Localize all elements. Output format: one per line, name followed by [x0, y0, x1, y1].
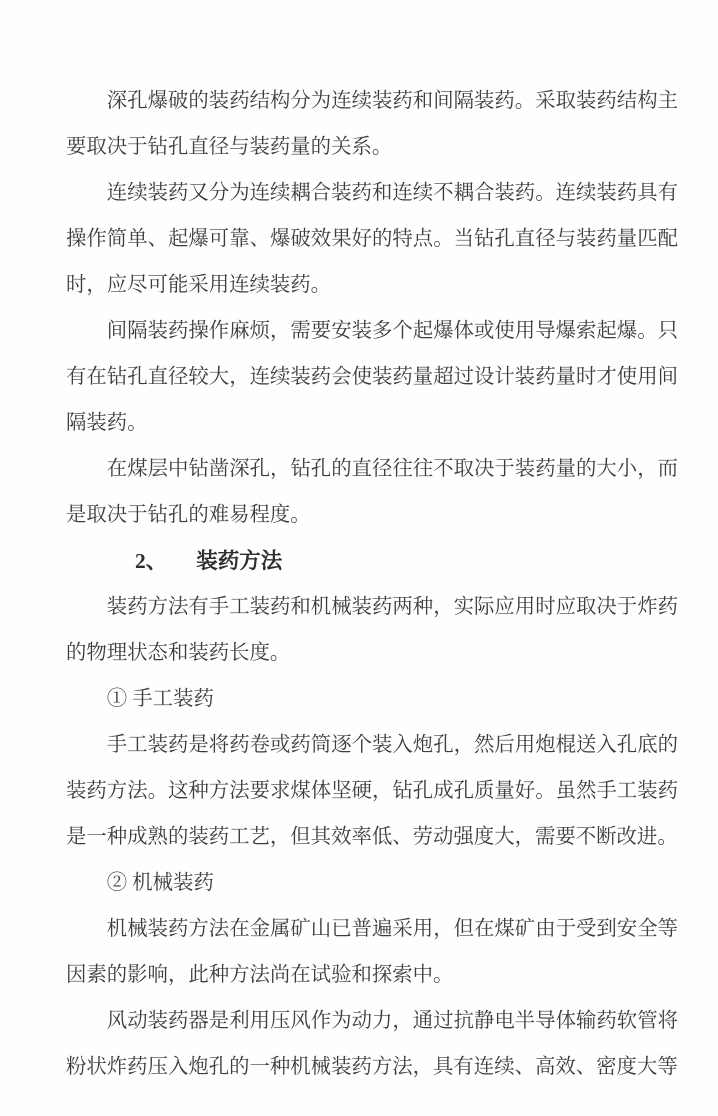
- item-heading: ② 机械装药: [106, 872, 214, 894]
- paragraph: 连续装药又分为连续耦合装药和连续不耦合装药。连续装药具有操作简单、起爆可靠、爆破效果好的特点。当钻孔直径与装药量匹配时，应尽可能采用连续装药。: [66, 182, 678, 296]
- section-heading: [66, 538, 678, 584]
- paragraph: 在煤层中钻凿深孔，钻孔的直径往往不取决于装药量的大小，而是取决于钻孔的难易程度。: [66, 458, 678, 526]
- paragraph: 风动装药器是利用压风作为动力，通过抗静电半导体输药软管将粉状炸药压入炮孔的一种机械装药方法，具有连续、高效、密度大等: [66, 1010, 678, 1078]
- item-heading: ① 手工装药: [106, 688, 214, 710]
- paragraph: 手工装药是将药卷或药筒逐个装入炮孔，然后用炮棍送入孔底的装药方法。这种方法要求煤体坚硬，钻孔成孔质量好。虽然手工装药是一种成熟的装药工艺，但其效率低、劳动强度大，需要不断改进。: [66, 734, 678, 848]
- paragraph: 深孔爆破的装药结构分为连续装药和间隔装药。采取装药结构主要取决于钻孔直径与装药量的关系。: [66, 90, 678, 158]
- paragraph: 间隔装药操作麻烦，需要安装多个起爆体或使用导爆索起爆。只有在钻孔直径较大，连续装药会使装药量超过设计装药量时才使用间隔装药。: [66, 320, 678, 434]
- section-heading-text: 装药方法: [196, 549, 283, 573]
- section-heading-number: 2、: [135, 549, 168, 573]
- document-body: [66, 78, 678, 1090]
- paragraph: 装药方法有手工装药和机械装药两种，实际应用时应取决于炸药的物理状态和装药长度。: [66, 596, 678, 664]
- paragraph: 机械装药方法在金属矿山已普遍采用，但在煤矿由于受到安全等因素的影响，此种方法尚在试验和探索中。: [66, 918, 678, 986]
